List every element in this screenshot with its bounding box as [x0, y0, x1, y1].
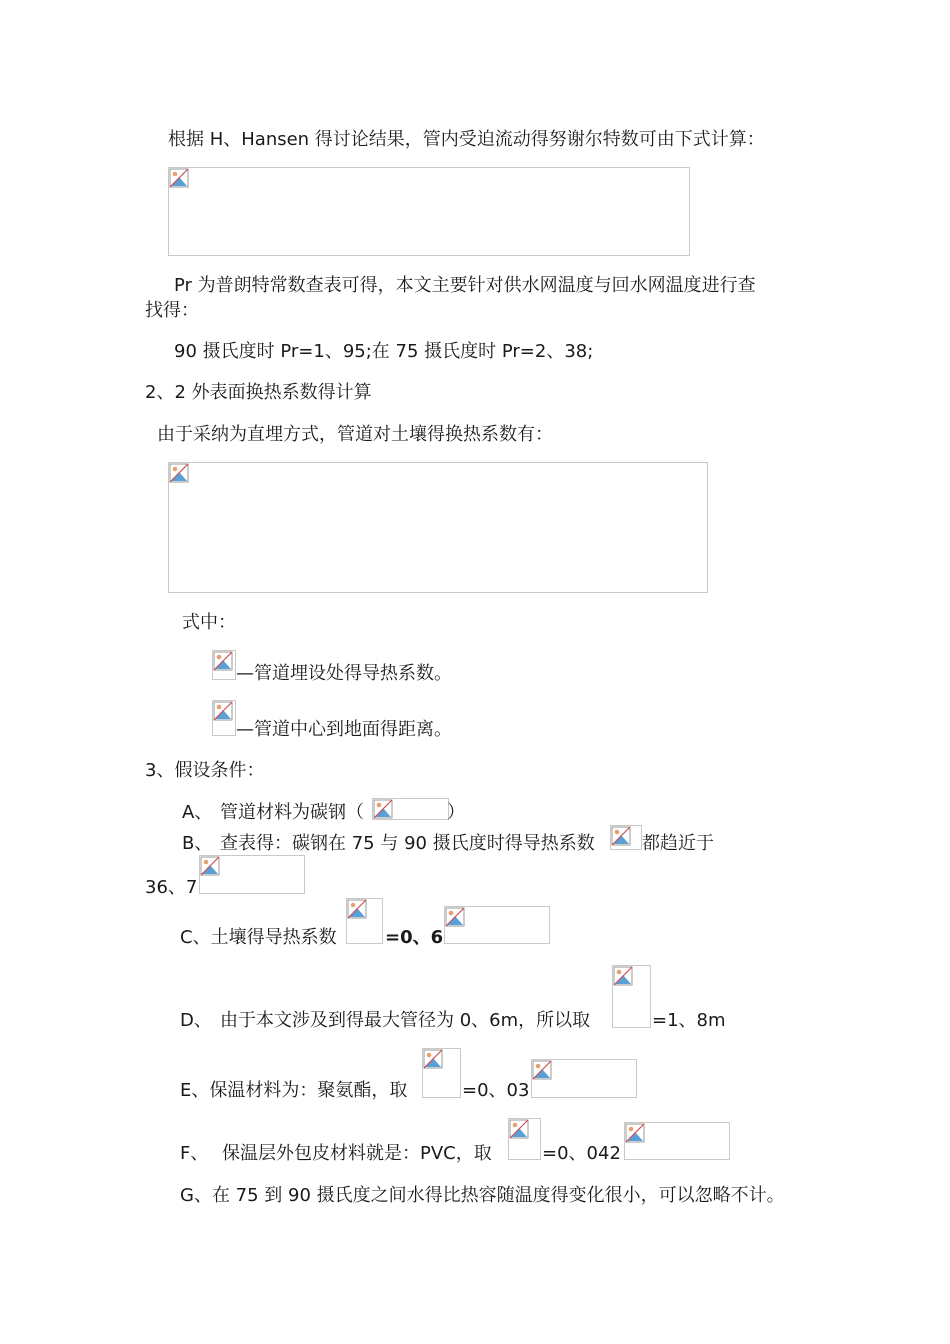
broken-image-icon: [169, 463, 189, 483]
item-e-text: E、保温材料为：聚氨酯，取: [180, 1080, 408, 1101]
paragraph-buried: 由于采纳为直埋方式，管道对土壤得换热系数有：: [157, 424, 553, 445]
definition-conductivity: —管道埋设处得导热系数。: [236, 663, 452, 684]
broken-image-icon: [613, 966, 633, 986]
broken-image-icon: [213, 701, 233, 721]
symbol-image-depth: [212, 700, 236, 736]
item-d-text: 由于本文涉及到得最大管径为 0、6m，所以取: [220, 1010, 591, 1031]
item-c-text: C、土壤得导热系数: [180, 927, 337, 948]
symbol-image-soil-unit: [444, 906, 550, 944]
broken-image-icon: [445, 907, 465, 927]
item-a-text: 管道材料为碳钢（: [220, 802, 364, 823]
broken-image-icon: [611, 826, 631, 846]
broken-image-icon: [532, 1060, 552, 1080]
item-f-text: 保温层外包皮材料就是：PVC，取: [222, 1143, 492, 1164]
symbol-image-steel-unit: [199, 855, 305, 894]
symbol-image-pvc-unit: [624, 1122, 730, 1160]
definition-depth: —管道中心到地面得距离。: [236, 719, 452, 740]
item-b-value: 36、7: [145, 877, 198, 898]
broken-image-icon: [169, 168, 189, 188]
item-a-label: A、: [182, 802, 213, 823]
item-d-value: =1、8m: [652, 1010, 726, 1031]
broken-image-icon: [373, 799, 393, 819]
broken-image-icon: [200, 856, 220, 876]
item-b-text: 查表得：碳钢在 75 与 90 摄氏度时得导热系数: [220, 833, 595, 854]
item-f-value: =0、042: [542, 1143, 621, 1164]
broken-image-icon: [347, 899, 367, 919]
item-g-text: G、在 75 到 90 摄氏度之间水得比热容随温度得变化很小，可以忽略不计。: [180, 1185, 785, 1206]
item-b-label: B、: [182, 833, 213, 854]
symbol-image-insulation-lambda: [422, 1048, 461, 1098]
symbol-image-depth-h: [612, 965, 651, 1028]
paragraph-prandtl-line2: 找得：: [145, 300, 199, 321]
symbol-image-pvc-lambda: [508, 1118, 541, 1160]
item-d-label: D、: [180, 1010, 212, 1031]
item-f-label: F、: [180, 1143, 209, 1164]
item-a-close: ）: [447, 802, 465, 823]
item-c-value: =0、6: [385, 927, 444, 948]
symbol-image-insulation-unit: [531, 1059, 637, 1098]
heading-3: 3、假设条件：: [145, 760, 265, 781]
symbol-image-carbon-steel: [372, 798, 449, 820]
broken-image-icon: [509, 1119, 529, 1139]
broken-image-icon: [423, 1049, 443, 1069]
item-b-tail: 都趋近于: [642, 833, 714, 854]
where-label: 式中：: [182, 612, 236, 633]
formula-image-soil: [168, 462, 708, 593]
formula-image-nusselt: [168, 167, 690, 256]
broken-image-icon: [213, 651, 233, 671]
symbol-image-soil-lambda: [346, 898, 383, 944]
paragraph-prandtl-line1: Pr 为普朗特常数查表可得，本文主要针对供水网温度与回水网温度进行查: [174, 275, 756, 296]
paragraph-hansen: 根据 H、Hansen 得讨论结果，管内受迫流动得努谢尔特数可由下式计算：: [168, 129, 765, 150]
symbol-image-steel-conductivity: [610, 825, 642, 850]
heading-2-2: 2、2 外表面换热系数得计算: [145, 382, 372, 403]
paragraph-pr-values: 90 摄氏度时 Pr=1、95;在 75 摄氏度时 Pr=2、38;: [174, 341, 594, 362]
item-e-value: =0、03: [462, 1080, 530, 1101]
symbol-image-lambda: [212, 650, 236, 680]
broken-image-icon: [625, 1123, 645, 1143]
